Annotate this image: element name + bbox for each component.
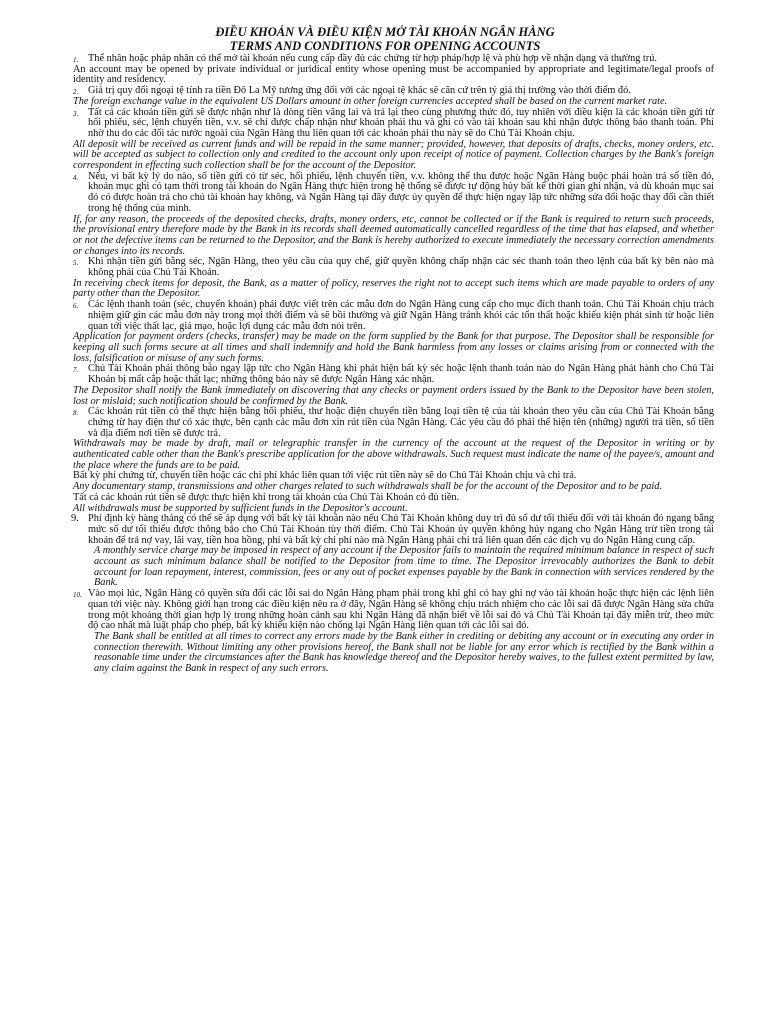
clause-1 xyxy=(73,53,714,86)
clause-text-vn: Giá trị quy đổi ngoại tệ tính ra tiền Đô La Mỹ tương ứng đối với các ngoại tệ khác sẽ căn cứ trên tỷ giá thị trường vào thời điểm đó. xyxy=(88,85,631,97)
terms-body xyxy=(71,53,714,675)
clause-text-en: Withdrawals may be made by draft, mail or telegraphic transfer in the currency of the account at the request of the Depositor in writing or by authenticated cable other than the Bank's prescribe application for the above withdrawals. Such request must indicate the name of the payee/s, amount and the place where the funds are to be paid. xyxy=(73,438,714,471)
clause-text-vn: Khi nhận tiền gửi bằng séc, Ngân Hàng, theo yêu cầu của quy chế, giữ quyền không chấp nhận các séc thanh toán theo lệnh của bất kỳ bên nào mà không phải của Chủ Tài Khoản. xyxy=(88,256,714,279)
clause-text-en: Application for payment orders (checks, transfer) may be made on the form supplied by the Bank for that purpose. The Depositor shall be responsible for keeping all such forms secure at all times and shall indemnify and hold the Bank harmless from any losses or claims arising from or connected with the loss, falsification or misuse of any such forms. xyxy=(73,331,714,364)
clause-text-en: A monthly service charge may be imposed in respect of any account if the Depositor fails to maintain the required minimum balance in respect of such account as such minimum balance shall be notified to the Depositor from time to time. The Depositor irrevocably authorizes the Bank to debit account for loan repayment, interest, commission, fees or any out of pocket expenses payable by the Bank in connection with services rendered by the Bank. xyxy=(94,545,714,589)
clause-text-vn: Thể nhân hoặc pháp nhân có thể mở tài khoản nếu cung cấp đầy đủ các chứng từ hợp pháp/hợp lệ và phù hợp về nhận dạng và thường trú. xyxy=(88,53,657,64)
clause-text-en: In receiving check items for deposit, the Bank, as a matter of policy, reserves the right not to accept such items which are made payable to orders of any party other than the Depositor. xyxy=(73,277,714,300)
clause-4 xyxy=(73,170,714,258)
clause-text-vn: Nếu, vì bất kỳ lý do nào, số tiền gửi có từ séc, hối phiếu, lệnh chuyển tiền, v.v. không thể thu được hoặc Ngân Hàng buộc phải hoàn trả số tiền đó, khoản mục ghi có tạm thời trong tài khoản do Ngân Hàng thực hiện trong hệ thống sẽ được tự động hủy bất kể thời gian ghi nhận, và dù khoản mục sai đó có được hoàn trả cho chủ tài khoản hay không, và Ngân Hàng tại đây được ủy quyền để thực hiện ngay lập tức những sửa đổi hoặc thay đổi cần thiết trong hệ thống của mình. xyxy=(88,170,714,214)
clause-text-vn: Phí định kỳ hàng tháng có thể sẽ áp dụng với bất kỳ tài khoản nào nếu Chủ Tài Khoản không duy trì đủ số dư tối thiểu đối với tài khoản đó ngang bằng mức số dư tối thiểu được thông báo cho Chủ Tài Khoản tùy thời điểm. Chủ Tài Khoản ủy quyền không hủy ngang cho Ngân Hàng trừ tiền trong tài khoản để trả nợ vay, lãi vay, tiền hoa hồng, phí và bất kỳ chi phí nào mà Ngân Hàng phải chi trả liên quan đến các dịch vụ do Ngân Hàng cung cấp. xyxy=(88,513,714,546)
clause-number: 5. xyxy=(73,259,79,268)
clause-text-en: All deposit will be received as current funds and will be repaid in the same manner; provided, however, that deposits of drafts, checks, money orders, etc. will be accepted as subject to collection only and credited to the account only upon receipt of notice of payment. Collection charges by the Bank's foreign correspondent in effecting such collection shall be for the account of the Depositor. xyxy=(73,138,714,172)
clause-3 xyxy=(73,106,714,172)
clause-number: 10. xyxy=(73,591,82,600)
clause-text-vn: Các lệnh thanh toán (séc, chuyển khoản) phải được viết trên các mẫu đơn do Ngân Hàng cung cấp cho mục đích thanh toán. Chủ Tài Khoản chịu trách nhiệm giữ gìn các mẫu đơn này trong mọi thời điểm và sẽ bồi thường và giữ Ngân Hàng tránh khỏi các tổn thất hoặc khiếu kiện phát sinh từ hoặc liên quan tới việc thất lạc, giả mạo, hoặc lợi dụng các mẫu đơn nói trên. xyxy=(88,299,714,332)
clause-text-en: An account may be opened by private individual or juridical entity whose opening must be accompanied by appropriate and legitimate/legal proofs of identity and residency. xyxy=(73,63,714,86)
clause-text-en-3: All withdrawals must be supported by sufficient funds in the Depositor's account. xyxy=(73,502,408,514)
clause-text-en: The foreign exchange value in the equivalent US Dollars amount in other foreign currencies accepted shall be based on the current market rate. xyxy=(73,95,668,107)
clause-8 xyxy=(73,406,714,514)
clause-text-en: If, for any reason, the proceeds of the deposited checks, drafts, money orders, etc, cannot be collected or if the Bank is required to return such proceeds, the provisional entry therefore made by the Bank in its records shall deemed automatically cancelled regardless of the time that has elapsed, and whether or not the defective items can be returned to the Depositor, and the Bank is hereby authorized to execute immediately the necessary correction amendments or changes into its records. xyxy=(73,213,714,257)
page-title-en: TERMS AND CONDITIONS FOR OPENING ACCOUNTS xyxy=(229,39,541,53)
clause-number: 7. xyxy=(73,366,79,375)
clause-text-vn: Vào mọi lúc, Ngân Hàng có quyền sửa đổi các lỗi sai do Ngân Hàng phạm phải trong khi ghi có hay ghi nợ vào tài khoản hoặc thực hiện các lệnh liên quan tới việc này. Không giới hạn trong các điều kiện nêu ra ở đây, Ngân Hàng sẽ không chịu trách nhiệm cho các lỗi sai đã được Ngân Hàng sửa chữa trong một khoảng thời gian hợp lý trong những hoàn cảnh sau khi Ngân Hàng đã nhận biết về lỗi sai đó và Chủ Tài Khoản tại đây miễn trừ, theo mức độ cao nhất mà luật pháp cho phép, bất kỳ khiếu kiện nào chống lại Ngân Hàng liên quan tới các lỗi sai đó. xyxy=(88,588,714,632)
clause-text-vn-3: Tất cả các khoản rút tiền sẽ được thực hiện khi trong tài khoản của Chủ Tài Khoản có đủ tiền. xyxy=(73,491,460,503)
clause-number: 1. xyxy=(73,56,79,64)
clause-number: 3. xyxy=(73,109,79,118)
clause-number: 2. xyxy=(73,88,79,97)
clause-text-vn-2: Bất kỳ phí chứng từ, chuyển tiền hoặc các chi phí khác liên quan tới việc rút tiền này sẽ do Chủ Tài Khoản chịu và chi trả. xyxy=(73,470,577,482)
clause-text-vn: Tất cả các khoản tiền gửi sẽ được nhận như là dòng tiền vãng lai và trả lại theo cùng phương thức đó, tuy nhiên với điều kiện là các khoản tiền gửi từ hối phiếu, séc, lệnh chuyển tiền, v.v. sẽ chỉ được chấp nhận như khoản phải thu và ghi có vào tài khoản sau khi nhận được thông báo thanh toán. Phí nhờ thu do các đối tác nước ngoài của Ngân Hàng thu liên quan tới các khoản phải thu này sẽ do Chủ Tài Khoản chịu. xyxy=(88,106,714,139)
clause-10 xyxy=(73,588,714,675)
clause-text-en: The Depositor shall notify the Bank immediately on discovering that any checks or payment orders issued by the Bank to the Depositor have been stolen, lost or mislaid; such notification should be confirmed by the Bank. xyxy=(73,384,714,407)
clause-number: 4. xyxy=(73,173,79,182)
clause-6 xyxy=(73,299,714,364)
clause-number: 9. xyxy=(71,513,79,525)
clause-text-en-2: Any documentary stamp, transmissions and other charges related to such withdrawals shall be for the account of the Depositor and to be paid. xyxy=(73,481,662,493)
clause-number: 8. xyxy=(73,409,79,418)
clause-number: 6. xyxy=(73,302,79,311)
clause-text-en: The Bank shall be entitled at all times to correct any errors made by the Bank either in crediting or debiting any account or in executing any order in connection therewith. Without limiting any other provisions hereof, the Bank shall not be liable for any error which is rectified by the Bank within a reasonable time under the circumstances after the Bank has knowledge thereof and the Depositor hereby waives, to the fullest extent permitted by law, any claim against the Bank in respect of any such errors. xyxy=(94,630,714,675)
page-title-vn: ĐIỀU KHOẢN VÀ ĐIỀU KIỆN MỞ TÀI KHOẢN NGÂN HÀNG xyxy=(215,25,555,39)
clause-text-vn: Chủ Tài Khoản phải thông báo ngay lập tức cho Ngân Hàng khi phát hiện bất kỳ séc hoặc lệnh thanh toán nào do Ngân Hàng phát hành cho Chủ Tài Khoản bị mất cắp hoặc thất lạc; những thông báo này sẽ được Ngân Hàng xác nhận. xyxy=(88,363,714,386)
clause-2 xyxy=(73,85,714,107)
clause-5 xyxy=(73,256,714,300)
clause-7 xyxy=(73,363,714,407)
clause-9 xyxy=(71,513,714,589)
clause-text-vn: Các khoản rút tiền có thể thực hiện bằng hối phiếu, thư hoặc điện chuyển tiền bằng loại tiền tệ của tài khoản theo yêu cầu của Chủ Tài Khoản bằng chứng từ hay điện thư có xác thực, bên cạnh các mẫu đơn xin rút tiền của Ngân Hàng. Các yêu cầu đó phải thể hiện tên (những) người trả tiền, số tiền và địa điểm nơi tiền sẽ được trả. xyxy=(88,406,714,439)
